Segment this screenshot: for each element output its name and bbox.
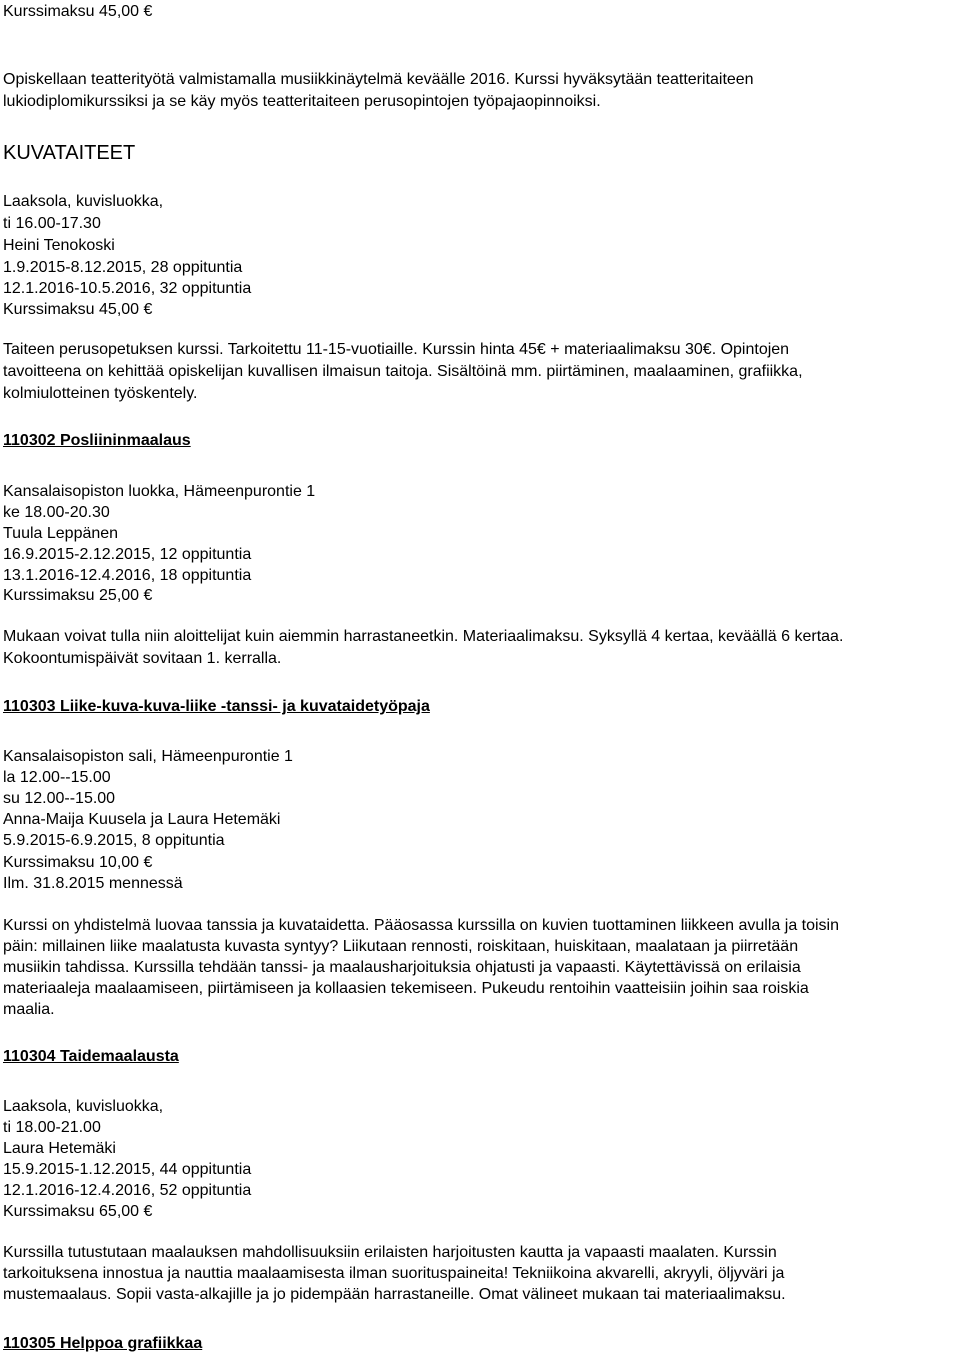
text-line: päin: millainen liike maalatusta kuvasta syntyy? Liikutaan rennosti, roiskitaan, huiskitaan, maalataan ja piirretään	[3, 938, 799, 955]
text-line: maalia.	[3, 1001, 55, 1018]
text-line: ke 18.00-20.30	[3, 504, 110, 521]
text-line: lukiodiplomikurssiksi ja se käy myös teatteritaiteen perusopintojen työpajaopinnoiksi.	[3, 93, 601, 110]
text-line: Opiskellaan teatterityötä valmistamalla musiikkinäytelmä keväälle 2016. Kurssi hyväksytään teatteritaiteen	[3, 71, 754, 88]
text-line: 1.9.2015-8.12.2015, 28 oppituntia	[3, 259, 243, 276]
text-line: 12.1.2016-10.5.2016, 32 oppituntia	[3, 280, 252, 297]
text-line: Laaksola, kuvisluokka,	[3, 193, 164, 210]
text-line: Kurssimaksu 25,00 €	[3, 587, 153, 604]
text-line: Kurssilla tutustutaan maalauksen mahdollisuuksiin erilaisten harjoitusten kautta ja vapaasti maalaten. Kurssin	[3, 1244, 777, 1261]
text-line: su 12.00--15.00	[3, 790, 116, 807]
text-line: 5.9.2015-6.9.2015, 8 oppituntia	[3, 832, 225, 849]
text-line: 15.9.2015-1.12.2015, 44 oppituntia	[3, 1161, 252, 1178]
course-heading: 110302 Posliininmaalaus	[3, 432, 191, 449]
text-line: Kurssimaksu 10,00 €	[3, 854, 153, 871]
text-line: tarkoituksena innostua ja nauttia maalaamisesta ilman suorituspaineita! Tekniikoina akvarelli, akryyli, öljyväri ja	[3, 1265, 785, 1282]
course-heading: 110304 Taidemaalausta	[3, 1048, 179, 1065]
text-line: 12.1.2016-12.4.2016, 52 oppituntia	[3, 1182, 252, 1199]
text-line: Laura Hetemäki	[3, 1140, 116, 1157]
text-line: Kurssi on yhdistelmä luovaa tanssia ja kuvataidetta. Pääosassa kurssilla on kuvien tuottaminen liikkeen avulla ja toisin	[3, 917, 840, 934]
text-line: Tuula Leppänen	[3, 525, 119, 542]
text-line: Kokoontumispäivät sovitaan 1. kerralla.	[3, 650, 282, 667]
text-line: Kurssimaksu 45,00 €	[3, 3, 153, 20]
text-line: la 12.00--15.00	[3, 769, 111, 786]
text-line: 16.9.2015-2.12.2015, 12 oppituntia	[3, 546, 252, 563]
text-line: ti 18.00-21.00	[3, 1119, 101, 1136]
course-heading: 110303 Liike-kuva-kuva-liike -tanssi- ja kuvataidetyöpaja	[3, 698, 430, 715]
text-line: materiaaleja maalaamiseen, piirtämiseen ja kollaasien tekemiseen. Pukeudu rentoihin vaatteisiin joihin saa roiskia	[3, 980, 809, 997]
text-line: ti 16.00-17.30	[3, 215, 101, 232]
text-line: Taiteen perusopetuksen kurssi. Tarkoitettu 11-15-vuotiaille. Kurssin hinta 45€ + materiaalimaksu 30€. Opintojen	[3, 341, 790, 358]
text-line: Kansalaisopiston luokka, Hämeenpurontie 1	[3, 483, 316, 500]
text-line: kolmiulotteinen työskentely.	[3, 385, 198, 402]
text-line: Heini Tenokoski	[3, 237, 115, 254]
text-line: Mukaan voivat tulla niin aloittelijat kuin aiemmin harrastaneetkin. Materiaalimaksu. Syksyllä 4 kertaa, keväällä 6 kertaa.	[3, 628, 844, 645]
course-heading: 110305 Helppoa grafiikkaa	[3, 1335, 203, 1352]
text-line: mustemaalaus. Sopii vasta-alkajille ja jo pidempään harrastaneille. Omat välineet mukaan tai materiaalimaksu.	[3, 1286, 786, 1303]
text-line: Kurssimaksu 65,00 €	[3, 1203, 153, 1220]
text-line: musiikin tahdissa. Kurssilla tehdään tanssi- ja maalausharjoituksia ohjatusti ja vapaasti. Käytettävissä on erilaisia	[3, 959, 801, 976]
section-heading: KUVATAITEET	[3, 142, 136, 164]
text-line: 13.1.2016-12.4.2016, 18 oppituntia	[3, 567, 252, 584]
text-line: Anna-Maija Kuusela ja Laura Hetemäki	[3, 811, 281, 828]
text-line: Kansalaisopiston sali, Hämeenpurontie 1	[3, 748, 293, 765]
text-line: Kurssimaksu 45,00 €	[3, 301, 153, 318]
text-line: Laaksola, kuvisluokka,	[3, 1098, 164, 1115]
text-line: tavoitteena on kehittää opiskelijan kuvallisen ilmaisun taitoja. Sisältöinä mm. piirtäminen, maalaaminen, grafiikka,	[3, 363, 803, 380]
text-line: Ilm. 31.8.2015 mennessä	[3, 875, 183, 892]
